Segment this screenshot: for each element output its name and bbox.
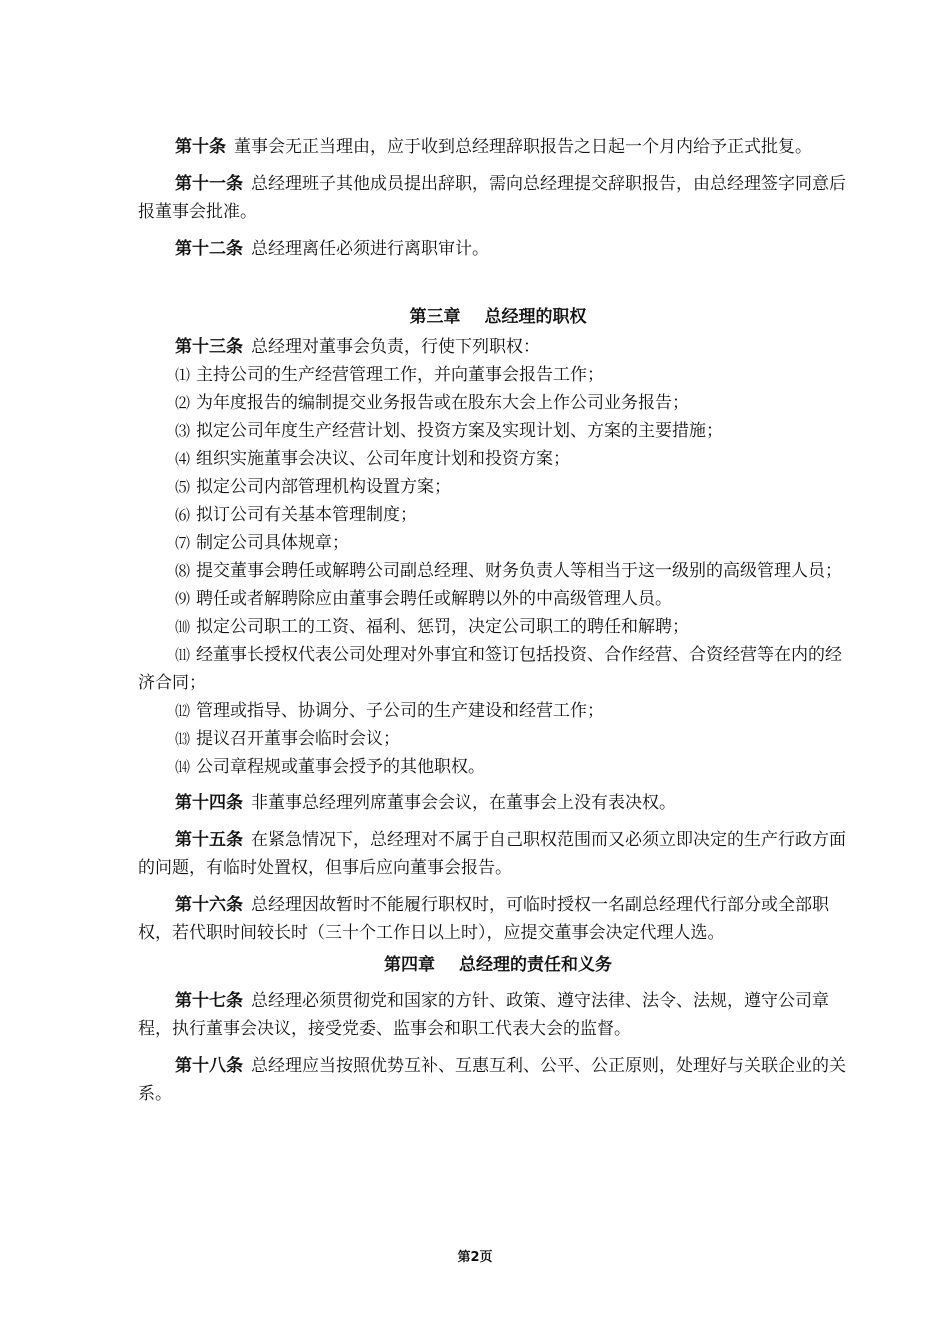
item-number: ⒀ bbox=[175, 730, 191, 748]
powers-list bbox=[138, 361, 858, 781]
item-number: ⑻ bbox=[175, 562, 191, 580]
item-text: 聘任或者解聘除应由董事会聘任或解聘以外的中高级管理人员。 bbox=[196, 589, 673, 609]
article-text: 非董事总经理列席董事会会议，在董事会上没有表决权。 bbox=[251, 793, 676, 813]
article-text: 董事会无正当理由，应于收到总经理辞职报告之日起一个月内给予正式批复。 bbox=[234, 137, 812, 157]
chapter-label: 第三章 bbox=[409, 307, 461, 327]
item-number: ⑹ bbox=[175, 506, 191, 524]
list-item bbox=[138, 529, 858, 557]
article-16 bbox=[138, 891, 858, 947]
list-item bbox=[138, 473, 858, 501]
list-item bbox=[138, 641, 858, 697]
item-number: ⒁ bbox=[175, 758, 191, 776]
item-text: 提交董事会聘任或解聘公司副总经理、财务负责人等相当于这一级别的高级管理人员； bbox=[196, 561, 843, 581]
item-text: 公司章程规或董事会授予的其他职权。 bbox=[196, 757, 486, 777]
item-number: ⑿ bbox=[175, 702, 191, 720]
item-number: ⑾ bbox=[175, 646, 191, 664]
article-text: 总经理离任必须进行离职审计。 bbox=[251, 239, 489, 259]
item-text: 拟订公司有关基本管理制度； bbox=[196, 505, 418, 525]
item-number: ⑺ bbox=[175, 534, 191, 552]
item-text: 管理或指导、协调分、子公司的生产建设和经营工作； bbox=[196, 701, 605, 721]
article-10 bbox=[138, 133, 858, 161]
article-label: 第十六条 bbox=[175, 895, 243, 915]
article-14 bbox=[138, 789, 858, 817]
article-text: 在紧急情况下，总经理对不属于自己职权范围而又必须立即决定的生产行政方面的问题，有临时处置权，但事后应向董事会报告。 bbox=[138, 830, 846, 878]
chapter-title: 总经理的职权 bbox=[484, 307, 587, 327]
item-number: ⑵ bbox=[175, 394, 191, 412]
list-item bbox=[138, 557, 858, 585]
item-number: ⑴ bbox=[175, 366, 191, 384]
item-number: ⑷ bbox=[175, 450, 191, 468]
article-11 bbox=[138, 170, 858, 226]
article-text: 总经理因故暂时不能履行职权时，可临时授权一名副总经理代行部分或全部职权，若代职时间较长时（三十个工作日以上时），应提交董事会决定代理人选。 bbox=[138, 895, 829, 943]
article-label: 第十一条 bbox=[175, 174, 243, 194]
article-18 bbox=[138, 1052, 858, 1108]
article-label: 第十七条 bbox=[175, 991, 243, 1011]
page-number: 第2页 bbox=[457, 1250, 493, 1265]
item-text: 组织实施董事会决议、公司年度计划和投资方案； bbox=[196, 449, 571, 469]
article-label: 第十三条 bbox=[175, 337, 243, 357]
list-item bbox=[138, 361, 858, 389]
item-text: 拟定公司职工的工资、福利、惩罚，决定公司职工的聘任和解聘； bbox=[196, 617, 690, 637]
item-number: ⑼ bbox=[175, 590, 191, 608]
list-item bbox=[138, 585, 858, 613]
item-text: 拟定公司年度生产经营计划、投资方案及实现计划、方案的主要措施； bbox=[196, 421, 724, 441]
list-item bbox=[138, 389, 858, 417]
article-text: 总经理班子其他成员提出辞职，需向总经理提交辞职报告，由总经理签字同意后报董事会批准。 bbox=[138, 174, 846, 222]
list-item bbox=[138, 417, 858, 445]
item-text: 经董事长授权代表公司处理对外事宜和签订包括投资、合作经营、合资经营等在内的经济合同； bbox=[138, 645, 843, 693]
chapter-4-heading bbox=[138, 951, 858, 979]
list-item bbox=[138, 753, 858, 781]
article-text: 总经理对董事会负责，行使下列职权： bbox=[251, 337, 540, 357]
list-item bbox=[138, 445, 858, 473]
item-text: 拟定公司内部管理机构设置方案； bbox=[196, 477, 452, 497]
list-item bbox=[138, 697, 858, 725]
article-15 bbox=[138, 826, 858, 882]
item-number: ⑸ bbox=[175, 478, 191, 496]
article-17 bbox=[138, 987, 858, 1043]
article-text: 总经理必须贯彻党和国家的方针、政策、遵守法律、法令、法规，遵守公司章程，执行董事会决议，接受党委、监事会和职工代表大会的监督。 bbox=[138, 991, 829, 1039]
article-13 bbox=[138, 333, 858, 361]
chapter-title: 总经理的责任和义务 bbox=[459, 955, 612, 975]
article-label: 第十五条 bbox=[175, 830, 243, 850]
item-number: ⑽ bbox=[175, 618, 191, 636]
list-item bbox=[138, 613, 858, 641]
item-text: 提议召开董事会临时会议； bbox=[196, 729, 401, 749]
item-text: 为年度报告的编制提交业务报告或在股东大会上作公司业务报告； bbox=[196, 393, 690, 413]
article-label: 第十八条 bbox=[175, 1056, 243, 1076]
list-item bbox=[138, 501, 858, 529]
article-text: 总经理应当按照优势互补、互惠互利、公平、公正原则，处理好与关联企业的关系。 bbox=[138, 1056, 846, 1104]
item-text: 主持公司的生产经营管理工作，并向董事会报告工作； bbox=[196, 365, 605, 385]
article-12 bbox=[138, 235, 858, 263]
document-body bbox=[138, 133, 858, 1108]
article-label: 第十四条 bbox=[175, 793, 243, 813]
article-label: 第十条 bbox=[175, 137, 226, 157]
list-item bbox=[138, 725, 858, 753]
item-text: 制定公司具体规章； bbox=[196, 533, 350, 553]
article-label: 第十二条 bbox=[175, 239, 243, 259]
chapter-3-heading bbox=[138, 303, 858, 331]
item-number: ⑶ bbox=[175, 422, 191, 440]
chapter-label: 第四章 bbox=[384, 955, 435, 975]
